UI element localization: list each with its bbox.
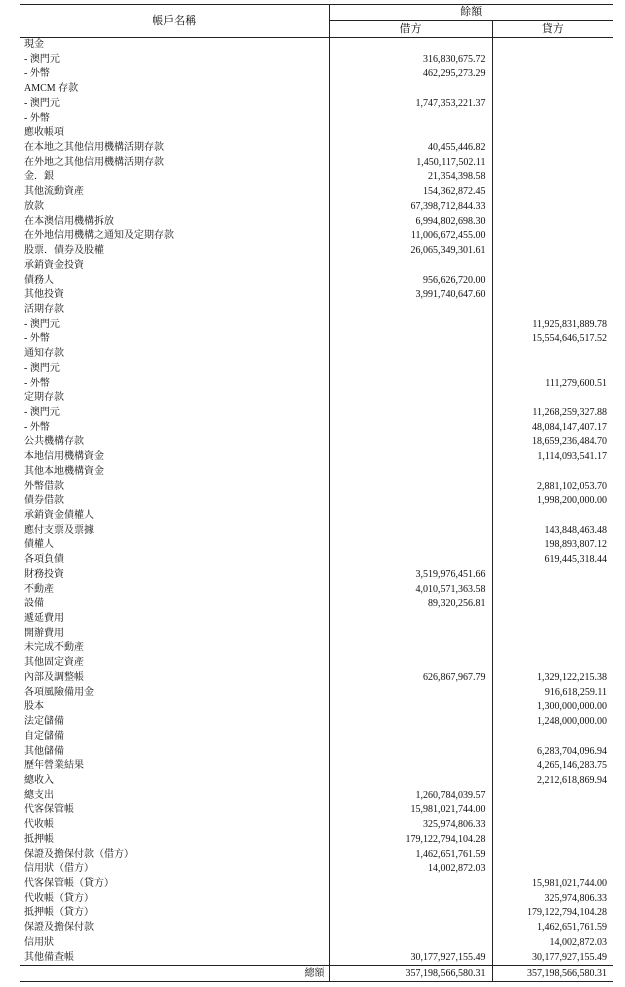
table-row [20, 229, 613, 244]
credit-cell [492, 274, 613, 289]
debit-cell [329, 641, 492, 656]
credit-cell: 11,925,831,889.78 [492, 318, 613, 333]
account-name-cell: 未完成不動產 [24, 642, 84, 654]
table-row [20, 612, 613, 627]
debit-cell [329, 745, 492, 760]
account-name-cell: 抵押帳（貸方） [24, 907, 94, 919]
credit-cell [492, 730, 613, 745]
credit-cell [492, 391, 613, 406]
account-name-cell: 債券借款 [24, 495, 64, 507]
debit-cell [329, 877, 492, 892]
table-row [20, 303, 613, 318]
credit-cell: 143,848,463.48 [492, 524, 613, 539]
account-name-cell: - 澳門元 [24, 362, 60, 374]
credit-cell [492, 641, 613, 656]
account-name-cell: 開辦費用 [24, 627, 64, 639]
table-row [20, 259, 613, 274]
table-row [20, 391, 613, 406]
account-name-cell: 總支出 [24, 789, 54, 801]
credit-cell: 2,212,618,869.94 [492, 774, 613, 789]
table-row [20, 862, 613, 877]
table-row [20, 951, 613, 966]
account-name-cell: 代收帳（貸方） [24, 892, 94, 904]
account-name-cell: 代收帳 [24, 819, 54, 831]
account-name-header: 帳戶名稱 [20, 4, 329, 38]
account-name-cell: 信用狀 [24, 936, 54, 948]
credit-cell: 30,177,927,155.49 [492, 951, 613, 966]
debit-cell [329, 126, 492, 141]
table-row [20, 583, 613, 598]
account-name-cell: - 澳門元 [24, 406, 60, 418]
table-row [20, 38, 613, 53]
debit-cell: 3,991,740,647.60 [329, 288, 492, 303]
account-name-cell: 其他備查帳 [24, 951, 74, 963]
debit-cell [329, 906, 492, 921]
table-row [20, 170, 613, 185]
debit-cell: 26,065,349,301.61 [329, 244, 492, 259]
table-row [20, 553, 613, 568]
debit-cell [329, 936, 492, 951]
account-name-cell: - 外幣 [24, 112, 50, 124]
header-row-1 [20, 4, 613, 21]
debit-cell: 89,320,256.81 [329, 597, 492, 612]
debit-cell: 67,398,712,844.33 [329, 200, 492, 215]
account-name-cell: - 外幣 [24, 68, 50, 80]
credit-cell [492, 818, 613, 833]
account-name-cell: - 澳門元 [24, 318, 60, 330]
total-label: 總額 [20, 966, 329, 982]
credit-cell [492, 53, 613, 68]
account-name-cell: 保證及擔保付款（借方） [24, 848, 134, 860]
table-row [20, 759, 613, 774]
debit-cell: 4,010,571,363.58 [329, 583, 492, 598]
table-row [20, 377, 613, 392]
account-name-cell: 活期存款 [24, 303, 64, 315]
debit-cell: 154,362,872.45 [329, 185, 492, 200]
credit-cell [492, 656, 613, 671]
account-name-cell: 不動產 [24, 583, 54, 595]
debit-cell [329, 347, 492, 362]
debit-cell: 316,830,675.72 [329, 53, 492, 68]
debit-cell [329, 524, 492, 539]
credit-cell: 1,462,651,761.59 [492, 921, 613, 936]
table-row [20, 730, 613, 745]
credit-cell [492, 627, 613, 642]
table-row [20, 568, 613, 583]
account-name-cell: 其他流動資產 [24, 186, 84, 198]
debit-cell [329, 700, 492, 715]
table-row [20, 215, 613, 230]
table-row [20, 774, 613, 789]
debit-cell: 6,994,802,698.30 [329, 215, 492, 230]
debit-cell [329, 656, 492, 671]
account-name-cell: 金．銀 [24, 171, 54, 183]
account-name-cell: 承銷資金投資 [24, 259, 84, 271]
account-name-cell: 債務人 [24, 274, 54, 286]
table-row [20, 362, 613, 377]
table-row [20, 67, 613, 82]
debit-cell [329, 730, 492, 745]
balance-table [20, 4, 613, 982]
debit-cell [329, 715, 492, 730]
account-name-cell: 各項風險備用金 [24, 686, 94, 698]
table-row [20, 921, 613, 936]
total-credit: 357,198,566,580.31 [492, 966, 613, 982]
credit-cell: 4,265,146,283.75 [492, 759, 613, 774]
debit-cell [329, 318, 492, 333]
debit-cell: 179,122,794,104.28 [329, 833, 492, 848]
debit-cell [329, 759, 492, 774]
account-name-cell: - 澳門元 [24, 53, 60, 65]
credit-cell [492, 156, 613, 171]
table-row [20, 833, 613, 848]
table-row [20, 745, 613, 760]
account-name-cell: 總收入 [24, 774, 54, 786]
debit-cell [329, 686, 492, 701]
credit-cell [492, 509, 613, 524]
account-name-cell: 自定儲備 [24, 730, 64, 742]
credit-cell [492, 67, 613, 82]
credit-cell [492, 347, 613, 362]
credit-cell: 1,998,200,000.00 [492, 494, 613, 509]
debit-cell [329, 774, 492, 789]
credit-cell: 1,329,122,215.38 [492, 671, 613, 686]
debit-cell: 11,006,672,455.00 [329, 229, 492, 244]
account-name-cell: 通知存款 [24, 348, 64, 360]
credit-cell [492, 170, 613, 185]
table-row [20, 848, 613, 863]
credit-cell [492, 862, 613, 877]
debit-cell: 30,177,927,155.49 [329, 951, 492, 966]
debit-cell [329, 362, 492, 377]
table-row [20, 244, 613, 259]
table-row [20, 597, 613, 612]
debit-cell: 1,260,784,039.57 [329, 789, 492, 804]
table-row [20, 465, 613, 480]
credit-cell [492, 848, 613, 863]
table-row [20, 97, 613, 112]
account-name-cell: 公共機構存款 [24, 436, 84, 448]
table-row [20, 156, 613, 171]
table-row [20, 480, 613, 495]
account-name-cell: 設備 [24, 598, 44, 610]
table-row [20, 656, 613, 671]
credit-cell: 18,659,236,484.70 [492, 435, 613, 450]
table-row [20, 200, 613, 215]
credit-cell [492, 288, 613, 303]
credit-cell [492, 215, 613, 230]
table-row [20, 332, 613, 347]
credit-cell: 1,248,000,000.00 [492, 715, 613, 730]
account-name-cell: 保證及擔保付款 [24, 922, 94, 934]
table-row [20, 435, 613, 450]
table-row [20, 288, 613, 303]
credit-cell [492, 803, 613, 818]
credit-cell [492, 229, 613, 244]
table-row [20, 686, 613, 701]
debit-cell [329, 332, 492, 347]
debit-cell [329, 406, 492, 421]
table-row [20, 141, 613, 156]
credit-cell [492, 97, 613, 112]
debit-cell: 462,295,273.29 [329, 67, 492, 82]
account-name-cell: 抵押帳 [24, 833, 54, 845]
debit-cell: 21,354,398.58 [329, 170, 492, 185]
account-name-cell: 其他儲備 [24, 745, 64, 757]
debit-cell [329, 509, 492, 524]
debit-cell [329, 612, 492, 627]
debit-cell [329, 553, 492, 568]
debit-cell: 15,981,021,744.00 [329, 803, 492, 818]
account-name-cell: 應收帳項 [24, 127, 64, 139]
credit-cell: 1,114,093,541.17 [492, 450, 613, 465]
debit-cell: 1,450,117,502.11 [329, 156, 492, 171]
credit-cell [492, 612, 613, 627]
credit-cell: 15,554,646,517.52 [492, 332, 613, 347]
account-name-cell: 信用狀（借方） [24, 863, 94, 875]
debit-cell [329, 494, 492, 509]
account-name-cell: 定期存款 [24, 392, 64, 404]
account-name-cell: 在本澳信用機構拆放 [24, 215, 114, 227]
credit-cell [492, 38, 613, 53]
debit-cell [329, 82, 492, 97]
table-row [20, 509, 613, 524]
credit-cell: 916,618,259.11 [492, 686, 613, 701]
table-row [20, 494, 613, 509]
credit-cell: 14,002,872.03 [492, 936, 613, 951]
table-row [20, 627, 613, 642]
credit-cell: 111,279,600.51 [492, 377, 613, 392]
balance-header: 餘額 [329, 4, 613, 21]
account-name-cell: - 外幣 [24, 377, 50, 389]
account-name-cell: 遞延費用 [24, 613, 64, 625]
table-row [20, 715, 613, 730]
debit-cell: 14,002,872.03 [329, 862, 492, 877]
debit-cell [329, 627, 492, 642]
table-row [20, 185, 613, 200]
table-row [20, 406, 613, 421]
credit-cell: 48,084,147,407.17 [492, 421, 613, 436]
debit-cell: 40,455,446.82 [329, 141, 492, 156]
account-name-cell: 股本 [24, 701, 44, 713]
credit-cell [492, 568, 613, 583]
credit-cell: 179,122,794,104.28 [492, 906, 613, 921]
account-rows [20, 38, 613, 966]
debit-cell: 3,519,976,451.66 [329, 568, 492, 583]
account-name-cell: 在外地之其他信用機構活期存款 [24, 156, 164, 168]
debit-cell [329, 435, 492, 450]
table-row [20, 318, 613, 333]
credit-cell [492, 112, 613, 127]
credit-cell: 619,445,318.44 [492, 553, 613, 568]
debit-cell [329, 391, 492, 406]
table-row [20, 82, 613, 97]
table-row [20, 906, 613, 921]
credit-cell [492, 833, 613, 848]
account-name-cell: 其他固定資產 [24, 657, 84, 669]
debit-cell [329, 921, 492, 936]
credit-cell [492, 200, 613, 215]
account-name-cell: 本地信用機構資金 [24, 451, 104, 463]
debit-cell: 325,974,806.33 [329, 818, 492, 833]
account-name-cell: 代客保管帳 [24, 804, 74, 816]
credit-cell [492, 126, 613, 141]
credit-cell [492, 583, 613, 598]
credit-cell [492, 185, 613, 200]
credit-cell: 11,268,259,327.88 [492, 406, 613, 421]
credit-cell: 325,974,806.33 [492, 892, 613, 907]
credit-cell [492, 362, 613, 377]
account-name-cell: 財務投資 [24, 568, 64, 580]
account-name-cell: - 外幣 [24, 421, 50, 433]
total-debit: 357,198,566,580.31 [329, 966, 492, 982]
debit-cell [329, 259, 492, 274]
table-row [20, 274, 613, 289]
debit-cell: 626,867,967.79 [329, 671, 492, 686]
credit-cell: 1,300,000,000.00 [492, 700, 613, 715]
credit-cell: 15,981,021,744.00 [492, 877, 613, 892]
account-name-cell: 股票．債券及股權 [24, 245, 104, 257]
account-name-cell: 其他本地機構資金 [24, 465, 104, 477]
account-name-cell: 在外地信用機構之通知及定期存款 [24, 230, 174, 242]
table-row [20, 818, 613, 833]
debit-cell: 956,626,720.00 [329, 274, 492, 289]
credit-cell [492, 303, 613, 318]
account-name-cell: - 澳門元 [24, 97, 60, 109]
debit-cell [329, 38, 492, 53]
table-row [20, 450, 613, 465]
account-name-cell: 歷年營業結果 [24, 760, 84, 772]
debit-cell [329, 465, 492, 480]
total-row [20, 966, 613, 982]
credit-cell: 2,881,102,053.70 [492, 480, 613, 495]
debit-cell [329, 538, 492, 553]
account-name-cell: 放款 [24, 200, 44, 212]
table-row [20, 112, 613, 127]
debit-cell [329, 450, 492, 465]
table-row [20, 641, 613, 656]
table-row [20, 524, 613, 539]
top-rule [20, 4, 613, 5]
debit-header: 借方 [329, 21, 492, 38]
credit-cell [492, 597, 613, 612]
debit-cell: 1,462,651,761.59 [329, 848, 492, 863]
credit-cell [492, 259, 613, 274]
account-name-cell: 代客保管帳（貸方） [24, 877, 114, 889]
credit-cell [492, 465, 613, 480]
table-row [20, 538, 613, 553]
table-row [20, 347, 613, 362]
account-name-cell: 在本地之其他信用機構活期存款 [24, 142, 164, 154]
account-name-cell: 內部及調整帳 [24, 671, 84, 683]
debit-cell [329, 421, 492, 436]
account-name-cell: AMCM 存款 [24, 83, 79, 95]
credit-cell [492, 789, 613, 804]
debit-cell [329, 112, 492, 127]
debit-cell [329, 303, 492, 318]
account-name-cell: 外幣借款 [24, 480, 64, 492]
account-name-cell: 法定儲備 [24, 716, 64, 728]
debit-cell [329, 480, 492, 495]
credit-header: 貸方 [492, 21, 613, 38]
account-name-cell: 承銷資金債權人 [24, 510, 94, 521]
table-row [20, 421, 613, 436]
table-row [20, 126, 613, 141]
debit-cell [329, 892, 492, 907]
debit-cell: 1,747,353,221.37 [329, 97, 492, 112]
account-name-cell: - 外幣 [24, 333, 50, 345]
table-row [20, 892, 613, 907]
table-row [20, 789, 613, 804]
table-row [20, 803, 613, 818]
account-name-cell: 債權人 [24, 539, 54, 551]
account-name-cell: 現金 [24, 39, 44, 50]
credit-cell [492, 141, 613, 156]
table-row [20, 936, 613, 951]
trial-balance-sheet [20, 4, 613, 982]
credit-cell [492, 82, 613, 97]
table-row [20, 700, 613, 715]
table-row [20, 53, 613, 68]
credit-cell: 198,893,807.12 [492, 538, 613, 553]
debit-cell [329, 377, 492, 392]
account-name-cell: 應付支票及票據 [24, 524, 94, 536]
account-name-cell: 各項負債 [24, 554, 64, 566]
credit-cell [492, 244, 613, 259]
table-row [20, 877, 613, 892]
account-name-cell: 其他投資 [24, 289, 64, 301]
table-row [20, 671, 613, 686]
credit-cell: 6,283,704,096.94 [492, 745, 613, 760]
